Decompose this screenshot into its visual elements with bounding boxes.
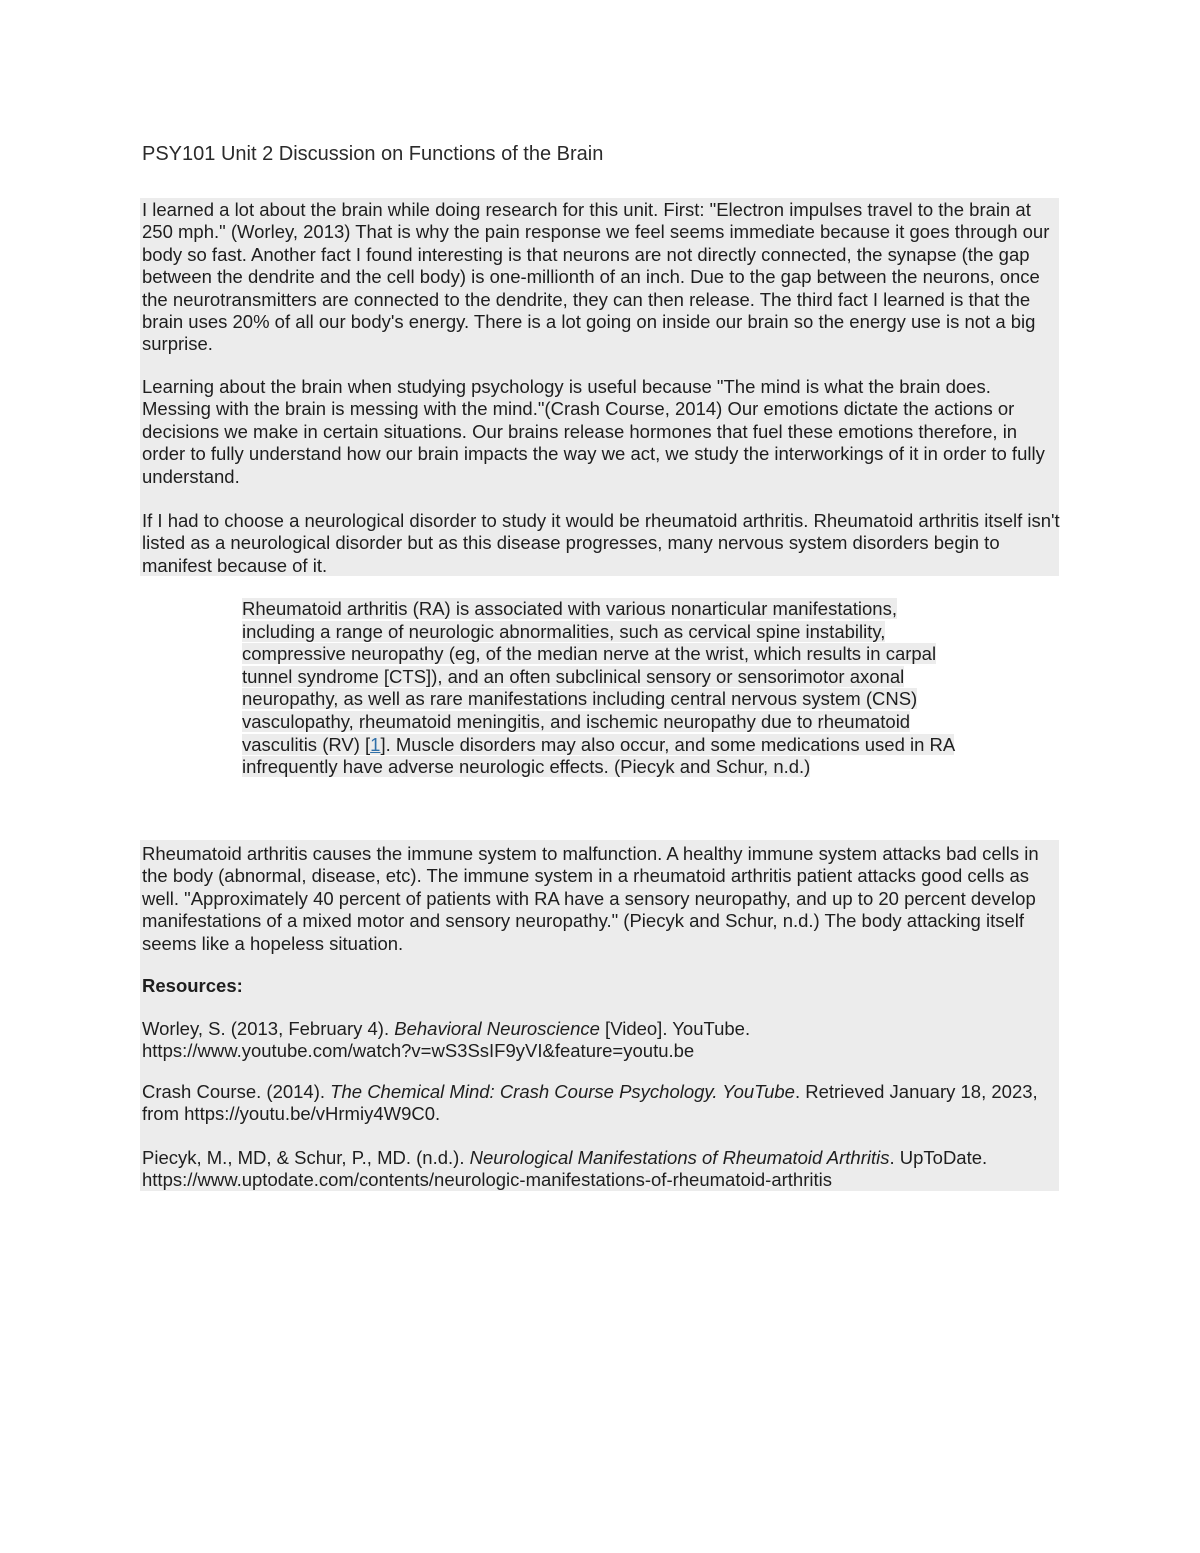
reference-crash-course	[142, 1081, 1060, 1126]
reference-title: Behavioral Neuroscience	[394, 1018, 600, 1039]
block-quote	[242, 598, 958, 779]
resources-heading: Resources:	[142, 975, 243, 996]
page-title: PSY101 Unit 2 Discussion on Functions of the Brain	[142, 143, 604, 165]
paragraph-4: Rheumatoid arthritis causes the immune system to malfunction. A healthy immune system attacks bad cells in the body (abnormal, disease, etc). The immune system in a rheumatoid arthritis patient attacks good cells as well. "Approximately 40 percent of patients with RA have a sensory neuropathy, and up to 20 percent develop manifestations of a mixed motor and sensory neuropathy." (Piecyk and Schur, n.d.) The body attacking itself seems like a hopeless situation.	[142, 843, 1039, 954]
reference-text: [Video]. YouTube. https://www.youtube.com/watch?v=wS3SsIF9yVI&feature=youtu.be	[142, 1018, 751, 1062]
reference-worley	[142, 1018, 842, 1063]
reference-text: Crash Course. (2014).	[142, 1081, 331, 1102]
paragraph-2: Learning about the brain when studying psychology is useful because "The mind is what the brain does. Messing with the brain is messing with the mind."(Crash Course, 2014) Our emotions dictate the actions or decisions we make in certain situations. Our brains release hormones that fuel these emotions therefore, in order to fully understand how our brain impacts the way we act, we study the interworkings of it in order to fully understand.	[142, 376, 1045, 487]
reference-text: . UpToDate. https://www.uptodate.com/contents/neurologic-manifestations-of-rheumatoid-arthritis	[142, 1147, 988, 1191]
reference-text: . Retrieved January 18, 2023, from https://youtu.be/vHrmiy4W9C0.	[142, 1081, 1038, 1125]
paragraph-3: If I had to choose a neurological disorder to study it would be rheumatoid arthritis. Rheumatoid arthritis itself isn't listed as a neurological disorder but as this disease progresses, many nervous system disorders begin to manifest because of it.	[142, 510, 1060, 576]
reference-link-1[interactable]: 1	[370, 733, 381, 755]
reference-piecyk	[142, 1147, 1060, 1192]
quote-text-end: ]. Muscle disorders may also occur, and some medications used in RA infrequently have adverse neurologic effects. (Piecyk and Schur, n.d.)	[242, 733, 955, 778]
quote-text: Rheumatoid arthritis (RA) is associated with various nonarticular manifestations, including a range of neurologic abnormalities, such as cervical spine instability, compressive neuropathy (eg, of the median nerve at the wrist, which results in carpal tunnel syndrome [CTS]), and an often subclinical sensory or sensorimotor axonal neuropathy, as well as rare manifestations including central nervous system (CNS) vasculopathy, rheumatoid meningitis, and ischemic neuropathy due to rheumatoid vasculitis (RV) [	[242, 598, 937, 755]
paragraph-1: I learned a lot about the brain while doing research for this unit. First: "Electron impulses travel to the brain at 250 mph." (Worley, 2013) That is why the pain response we feel seems immediate because it goes through our body so fast. Another fact I found interesting is that neurons are not directly connected, the synapse (the gap between the dendrite and the cell body) is one-millionth of an inch. Due to the gap between the neurons, once the neurotransmitters are connected to the dendrite, they can then release. The third fact I learned is that the brain uses 20% of all our body's energy. There is a lot going on inside our brain so the energy use is not a big surprise.	[142, 199, 1050, 355]
reference-text: Worley, S. (2013, February 4).	[142, 1018, 395, 1039]
reference-text: Piecyk, M., MD, & Schur, P., MD. (n.d.).	[142, 1147, 470, 1168]
reference-title: Neurological Manifestations of Rheumatoid Arthritis	[469, 1147, 890, 1168]
reference-title: The Chemical Mind: Crash Course Psychology. YouTube	[330, 1081, 795, 1102]
